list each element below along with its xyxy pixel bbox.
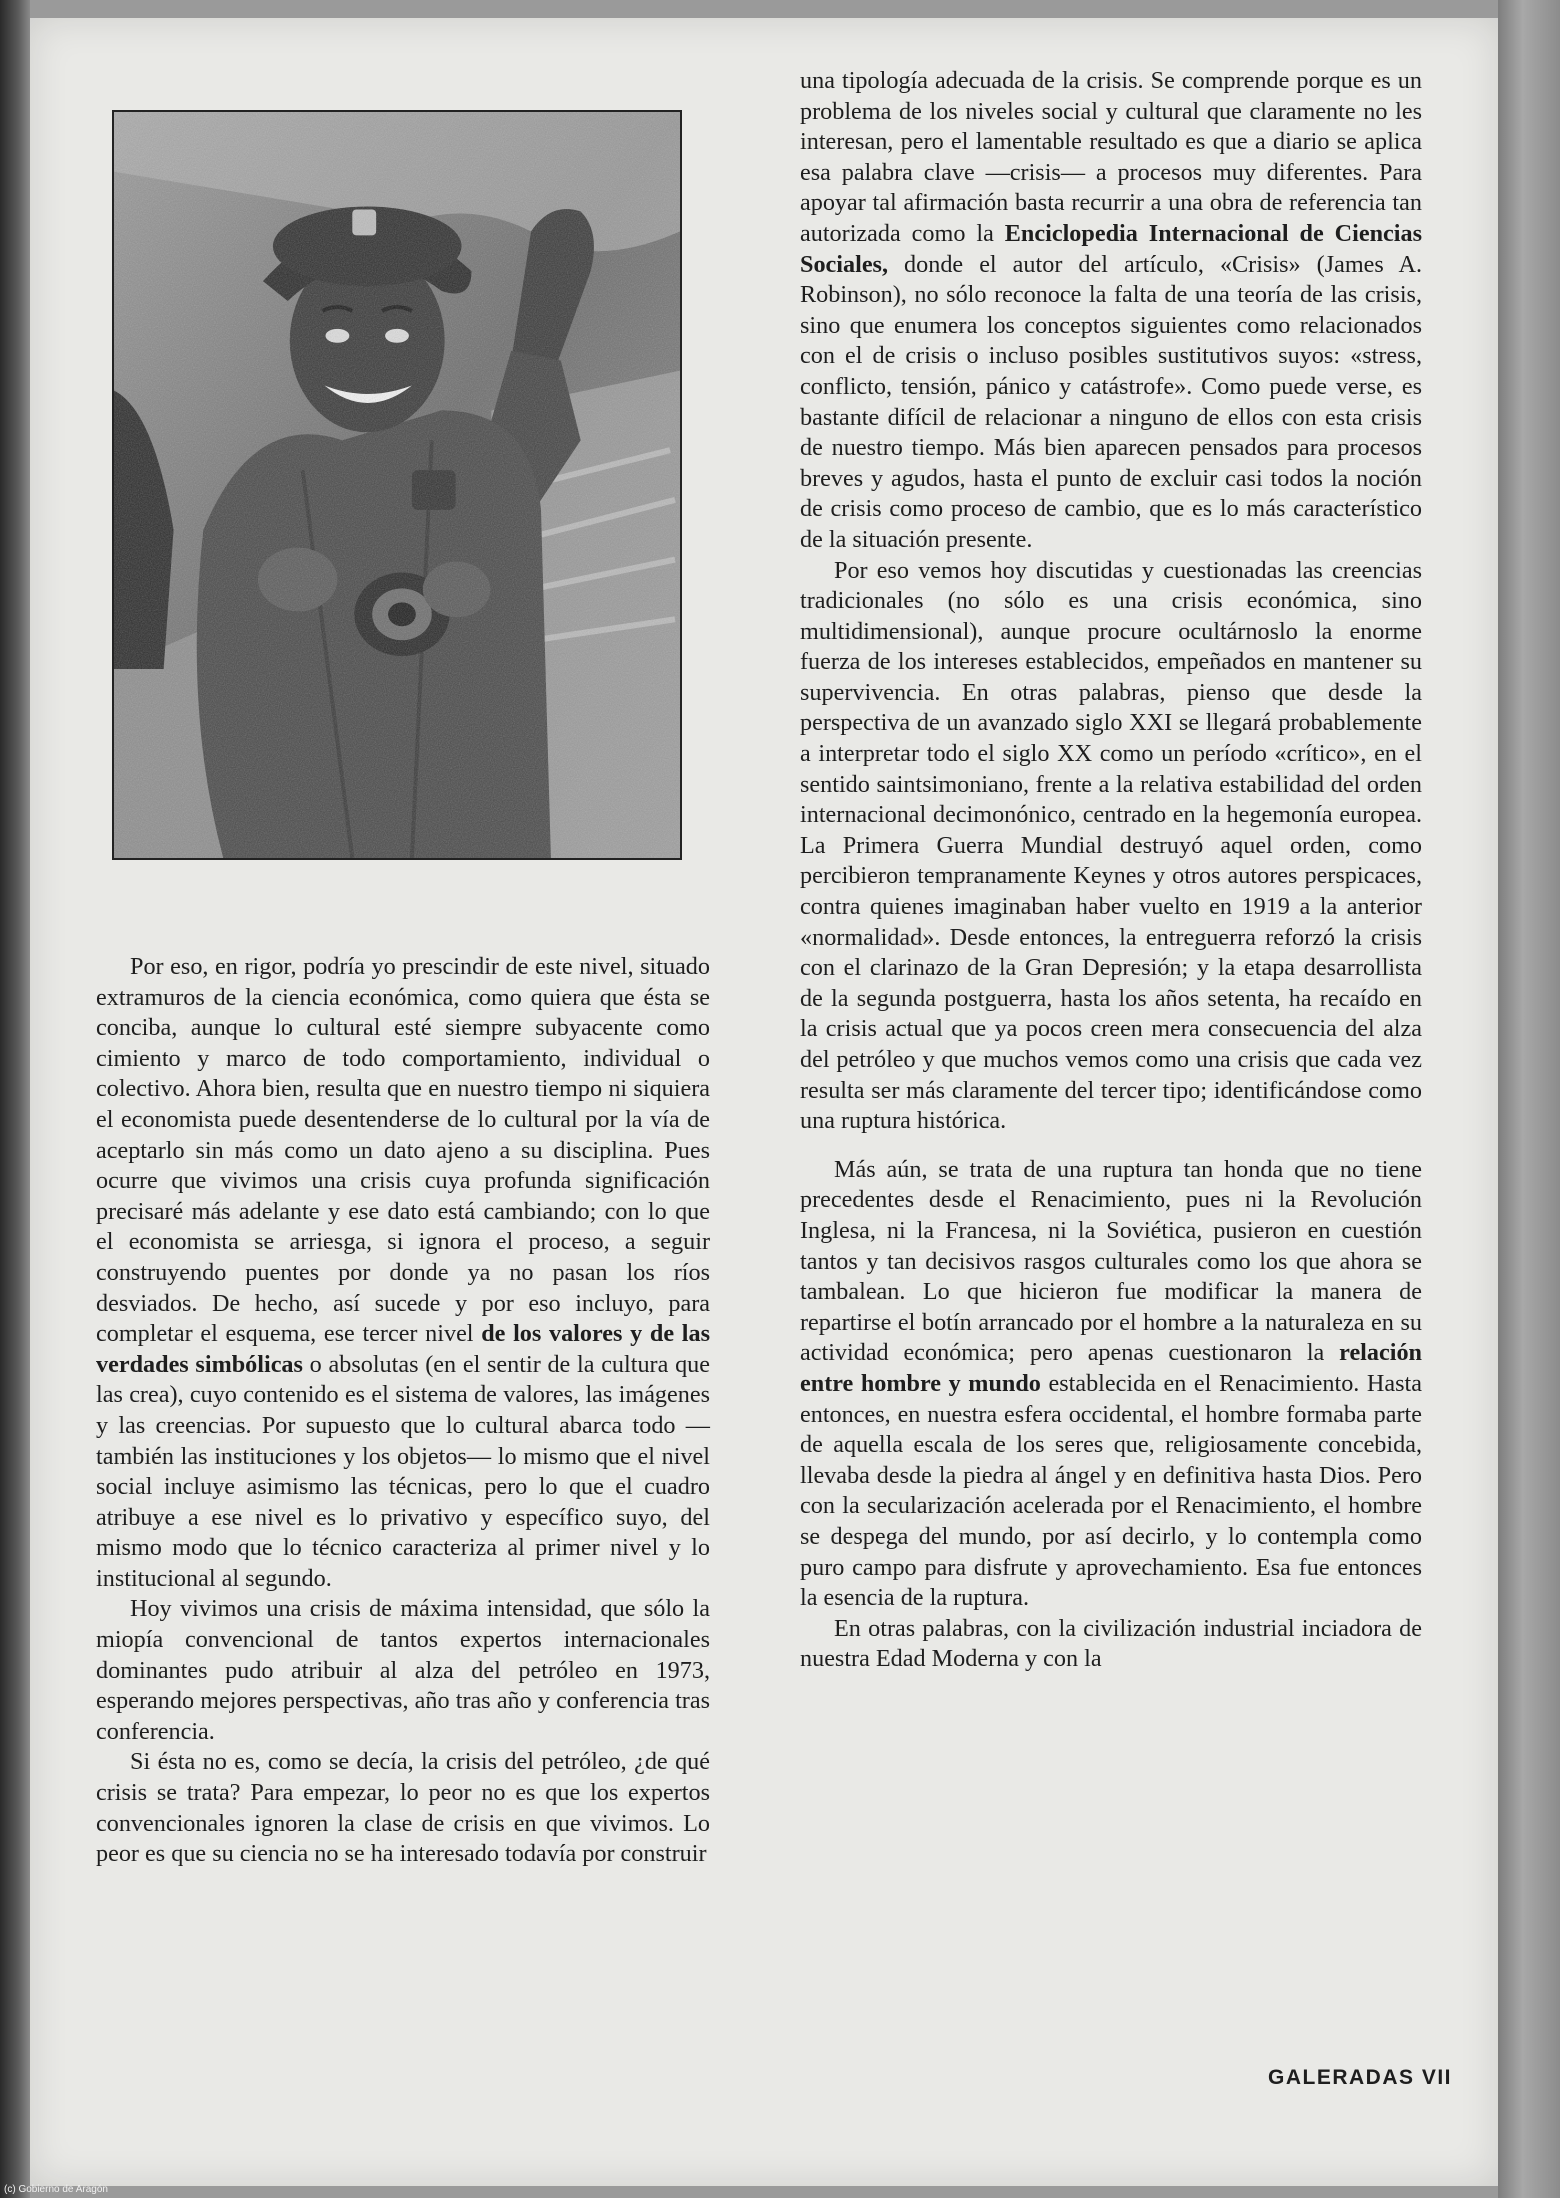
right-paragraph-2: Por eso vemos hoy discutidas y cuestionadas las creencias tradicionales (no sólo es una crisis económica, sino multidimensional), aunque procure ocultárnoslo la enorme fuerza de los intereses establecidos, empeñados en mantener su supervivencia. En otras palabras, pienso que desde la perspectiva de un avanzado siglo XXI se llegará probablemente a interpretar todo el siglo XX como un período «crítico», en el sentido saintsimoniano, frente a la relativa estabilidad del orden internacional decimonónico, centrado en la hegemonía europea. La Primera Guerra Mundial destruyó aquel orden, como percibieron tempranamente Keynes y otros autores perspicaces, contra quienes imaginaban haber vuelto en 1919 a la anterior «normalidad». Desde entonces, la entreguerra reforzó la crisis con el clarinazo de la Gran Depresión; y la etapa desarrollista de la segunda postguerra, hasta los años setenta, ha recaído en la crisis actual que ya pocos creen mera consecuencia del alza del petróleo y que muchos vemos como una crisis que cada vez resulta ser más claramente del tercer tipo; identificándose como una ruptura histórica. [800, 556, 1422, 1135]
bold-phrase: relación entre hombre y mundo [800, 1339, 1422, 1397]
text-run: Más aún, se trata de una ruptura tan honda que no tiene precedentes desde el Renacimiento, pues ni la Revolución Inglesa, ni la Francesa, ni la Soviética, pusieron en cuestión tantos y tan decisivos rasgos culturales como los que ahora se tambalean. Lo que hicieron fue modificar la manera de repartirse el botín arrancado por el hombre a la naturaleza en su actividad económica; pero apenas cuestionaron la [800, 1155, 1422, 1367]
text-run: una tipología adecuada de la crisis. Se comprende porque es un problema de los niveles social y cultural que claramente no les interesan, pero el lamentable resultado es que a diario se aplica esa palabra clave —crisis— a procesos muy diferentes. Para apoyar tal afirmación basta recurrir a una obra de referencia tan autorizada como la [800, 67, 1422, 247]
scan-credit: (c) Gobierno de Aragón [4, 2184, 108, 2195]
right-text-column [800, 66, 1422, 1675]
right-paragraph-3 [800, 1155, 1422, 1614]
page-edge [1498, 0, 1560, 2198]
right-paragraph-1 [800, 66, 1422, 556]
page-folio: GALERADAS VII [1268, 2066, 1453, 2089]
left-paragraph-1 [96, 952, 710, 1594]
bold-phrase: de los valores y de las verdades simbólicas [96, 1320, 711, 1378]
left-text-column [96, 952, 710, 1870]
miner-photograph [112, 110, 682, 860]
text-run: donde el autor del artículo, «Crisis» (James A. Robinson), no sólo reconoce la falta de una teoría de las crisis, sino que enumera los conceptos siguientes como relacionados con el de crisis o incluso posibles sustitutivos suyos: «stress, conflicto, tensión, pánico y catástrofe». Como puede verse, es bastante difícil de relacionar a ninguno de ellos con esta crisis de nuestro tiempo. Más bien aparecen pensados para procesos breves y agudos, hasta el punto de excluir casi todos la noción de crisis como proceso de cambio, que es lo más característico de la situación presente. [800, 250, 1422, 553]
miner-photo-image [114, 112, 680, 858]
right-paragraph-4: En otras palabras, con la civilización industrial inciadora de nuestra Edad Moderna y con la [800, 1614, 1422, 1673]
text-run: Por eso, en rigor, podría yo prescindir de este nivel, situado extramuros de la ciencia económica, como quiera que ésta se conciba, aunque lo cultural esté siempre subyacente como cimiento y marco de todo comportamiento, individual o colectivo. Ahora bien, resulta que en nuestro tiempo ni siquiera el economista puede desentenderse de lo cultural por la vía de aceptarlo sin más como un dato ajeno a su disciplina. Pues ocurre que vivimos una crisis cuya profunda significación precisaré más adelante y ese dato está cambiando; con lo que el economista se arriesga, si ignora el proceso, a seguir construyendo puentes por donde ya no pasan los ríos desviados. De hecho, así sucede y por eso incluyo, para completar el esquema, ese tercer nivel [96, 953, 710, 1348]
text-run: establecida en el Renacimiento. Hasta entonces, en nuestra esfera occidental, el hombre formaba parte de aquella escala de los seres que, religiosamente concebida, llevaba desde la piedra al ángel y en definitiva hasta Dios. Pero con la secularización acelerada por el Renacimiento, el hombre se despega del mundo, por así decirlo, y lo contempla como puro campo para disfrute y aprovechamiento. Esa fue entonces la esencia de la ruptura. [800, 1369, 1422, 1612]
text-run: o absolutas (en el sentir de la cultura que las crea), cuyo contenido es el sistema de valores, las imágenes y las creencias. Por supuesto que lo cultural abarca todo —también las instituciones y los objetos— lo mismo que el nivel social incluye asimismo las técnicas, pero lo que el cuadro atribuye a ese nivel es lo privativo y específico suyo, del mismo modo que lo técnico caracteriza al primer nivel y lo institucional al segundo. [96, 1350, 710, 1592]
book-spine-shadow [0, 0, 30, 2198]
left-paragraph-3: Si ésta no es, como se decía, la crisis del petróleo, ¿de qué crisis se trata? Para empezar, lo peor no es que los expertos convencionales ignoren la clase de crisis en que vivimos. Lo peor es que su ciencia no se ha interesado todavía por construir [96, 1748, 710, 1868]
left-paragraph-2: Hoy vivimos una crisis de máxima intensidad, que sólo la miopía convencional de tantos expertos internacionales dominantes pudo atribuir al alza del petróleo en 1973, esperando mejores perspectivas, año tras año y conferencia tras conferencia. [96, 1595, 710, 1745]
bold-phrase: Enciclopedia Internacional de Ciencias Sociales, [800, 219, 1422, 278]
